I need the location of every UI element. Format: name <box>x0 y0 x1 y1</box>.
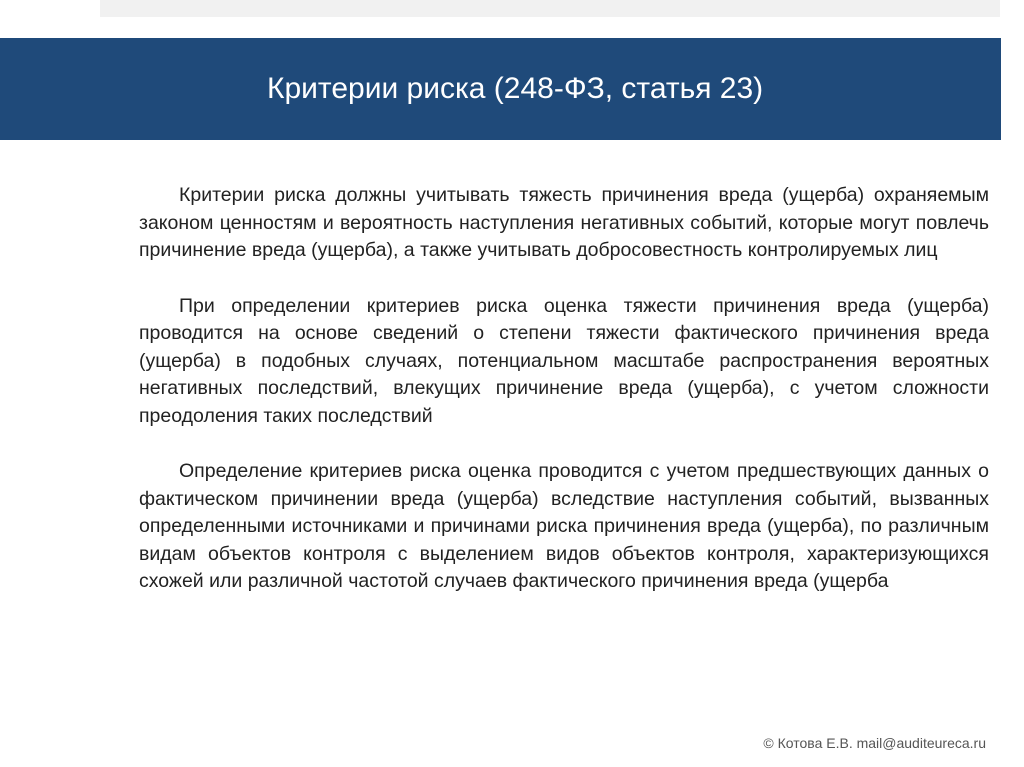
paragraph-3: Определение критериев риска оценка проводится с учетом предшествующих данных о фактическом причинении вреда (ущерба) вследствие наступления событий, вызванных определенными источниками и причинами риска причинения вреда (ущерба), по различным видам объектов контроля с выделением видов объектов контроля, характеризующихся схожей или различной частотой случаев фактического причинения вреда (ущерба <box>139 460 989 592</box>
footer-credit: © Котова Е.В. mail@auditeureca.ru <box>763 735 986 751</box>
slide-title: Критерии риска (248-ФЗ, статья 23) <box>267 72 764 105</box>
top-decorative-strip <box>100 0 1000 17</box>
slide-body <box>139 182 989 624</box>
paragraph-2: При определении критериев риска оценка тяжести причинения вреда (ущерба) проводится на основе сведений о степени тяжести фактического причинения вреда (ущерба) в подобных случаях, потенциальном масштабе распространения вероятных негативных последствий, влекущих причинение вреда (ущерба), с учетом сложности преодоления таких последствий <box>139 294 989 427</box>
paragraph-1: Критерии риска должны учитывать тяжесть причинения вреда (ущерба) охраняемым законом ценностям и вероятность наступления негативных событий, которые могут повлечь причинение вреда (ущерба), а также учитывать добросовестность контролируемых лиц <box>139 184 989 261</box>
